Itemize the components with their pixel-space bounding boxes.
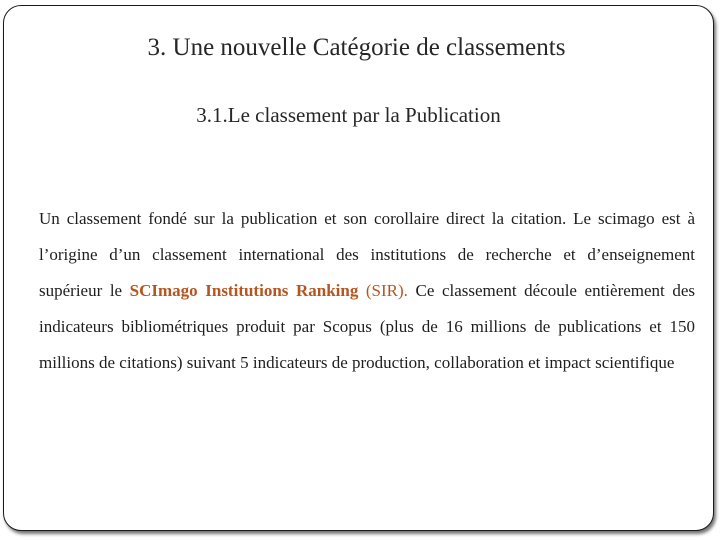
ranking-name-highlight: SCImago Institutions Ranking <box>129 281 359 300</box>
slide-frame <box>3 5 714 531</box>
body-text-part2: Ce classement découle entièrement des indicateurs bibliométriques produit par Scopus (plus de 16 millions de publications et 150 millions de citations) suivant 5 indicateurs de production, collaboration et impact scientifique <box>39 281 696 372</box>
slide-subtitle: 3.1.Le classement par la Publication <box>196 103 501 127</box>
slide-title: 3. Une nouvelle Catégorie de classements <box>147 34 566 61</box>
ranking-abbr-highlight: (SIR). <box>358 281 408 300</box>
body-paragraph <box>39 201 695 381</box>
body-text-part1: Un classement fondé sur la publication et son corollaire direct la citation. Le scimago est à l’origine d’un classement international des institutions de recherche et d’enseignement supérieur le <box>39 209 695 300</box>
